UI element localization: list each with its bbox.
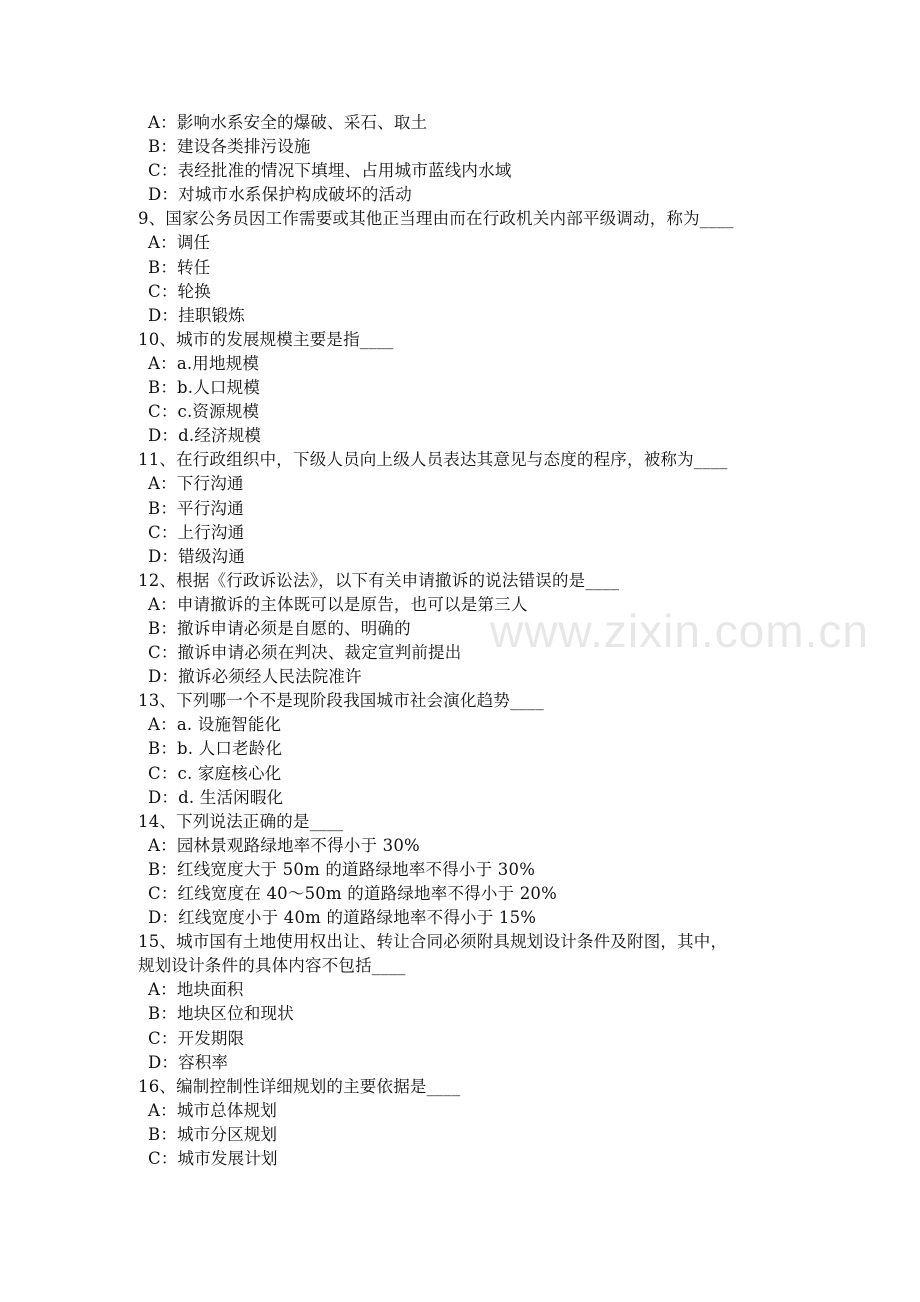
- answer-option: D：对城市水系保护构成破坏的活动: [148, 185, 412, 205]
- answer-option: B：地块区位和现状: [148, 1004, 294, 1024]
- question-text: 12、根据《行政诉讼法》，以下有关申请撤诉的说法错误的是____: [138, 570, 620, 590]
- answer-option: B：转任: [148, 257, 211, 277]
- question-text: 9、国家公务员因工作需要或其他正当理由而在行政机关内部平级调动，称为____: [138, 209, 734, 229]
- question-text: 10、城市的发展规模主要是指____: [138, 329, 394, 349]
- answer-option: B：b. 人口老龄化: [148, 739, 283, 759]
- answer-option: D：错级沟通: [148, 546, 245, 566]
- answer-option: B：b.人口规模: [148, 378, 261, 398]
- question-text: 13、下列哪一个不是现阶段我国城市社会演化趋势____: [138, 691, 544, 711]
- answer-option: C：轮换: [148, 281, 211, 301]
- answer-option: A：城市总体规划: [148, 1100, 278, 1120]
- answer-option: C：开发期限: [148, 1028, 245, 1048]
- answer-option: A：地块面积: [148, 980, 244, 1000]
- answer-option: D：挂职锻炼: [148, 305, 245, 325]
- answer-option: D：红线宽度小于 40m 的道路绿地率不得小于 15%: [148, 908, 537, 928]
- answer-option: C：城市发展计划: [148, 1149, 278, 1169]
- answer-option: D：d.经济规模: [148, 426, 262, 446]
- answer-option: D：容积率: [148, 1052, 229, 1072]
- answer-option: D：撤诉必须经人民法院准许: [148, 667, 362, 687]
- question-text: 15、城市国有土地使用权出让、转让合同必须附具规划设计条件及附图，其中，: [138, 932, 728, 952]
- answer-option: C：c.资源规模: [148, 402, 260, 422]
- answer-option: B：建设各类排污设施: [148, 137, 311, 157]
- answer-option: D：d. 生活闲暇化: [148, 787, 284, 807]
- question-text: 16、编制控制性详细规划的主要依据是____: [138, 1076, 461, 1096]
- answer-option: B：城市分区规划: [148, 1124, 278, 1144]
- answer-option: B：红线宽度大于 50m 的道路绿地率不得小于 30%: [148, 859, 536, 879]
- question-text: 规划设计条件的具体内容不包括____: [138, 956, 406, 976]
- answer-option: A：影响水系安全的爆破、采石、取土: [148, 113, 428, 132]
- document-body: [138, 111, 818, 1171]
- question-text: 11、在行政组织中，下级人员向上级人员表达其意见与态度的程序，被称为____: [138, 450, 728, 470]
- answer-option: C：上行沟通: [148, 522, 245, 542]
- answer-option: B：撤诉申请必须是自愿的、明确的: [148, 618, 411, 638]
- answer-option: C：表经批准的情况下填埋、占用城市蓝线内水域: [148, 161, 512, 181]
- answer-option: A：园林景观路绿地率不得小于 30%: [148, 835, 420, 855]
- answer-option: A：下行沟通: [148, 474, 244, 494]
- watermark-text: www.zixin.com.cn: [490, 605, 869, 657]
- answer-option: C：撤诉申请必须在判决、裁定宣判前提出: [148, 643, 462, 663]
- answer-option: A：a.用地规模: [148, 353, 260, 373]
- answer-option: C：红线宽度在 40～50m 的道路绿地率不得小于 20%: [148, 884, 557, 903]
- answer-option: C：c. 家庭核心化: [148, 763, 282, 783]
- question-text: 14、下列说法正确的是____: [138, 811, 344, 831]
- answer-option: A：调任: [148, 233, 211, 253]
- answer-option: B：平行沟通: [148, 498, 244, 518]
- answer-option: A：a. 设施智能化: [148, 715, 282, 735]
- answer-option: A：申请撤诉的主体既可以是原告，也可以是第三人: [148, 594, 528, 614]
